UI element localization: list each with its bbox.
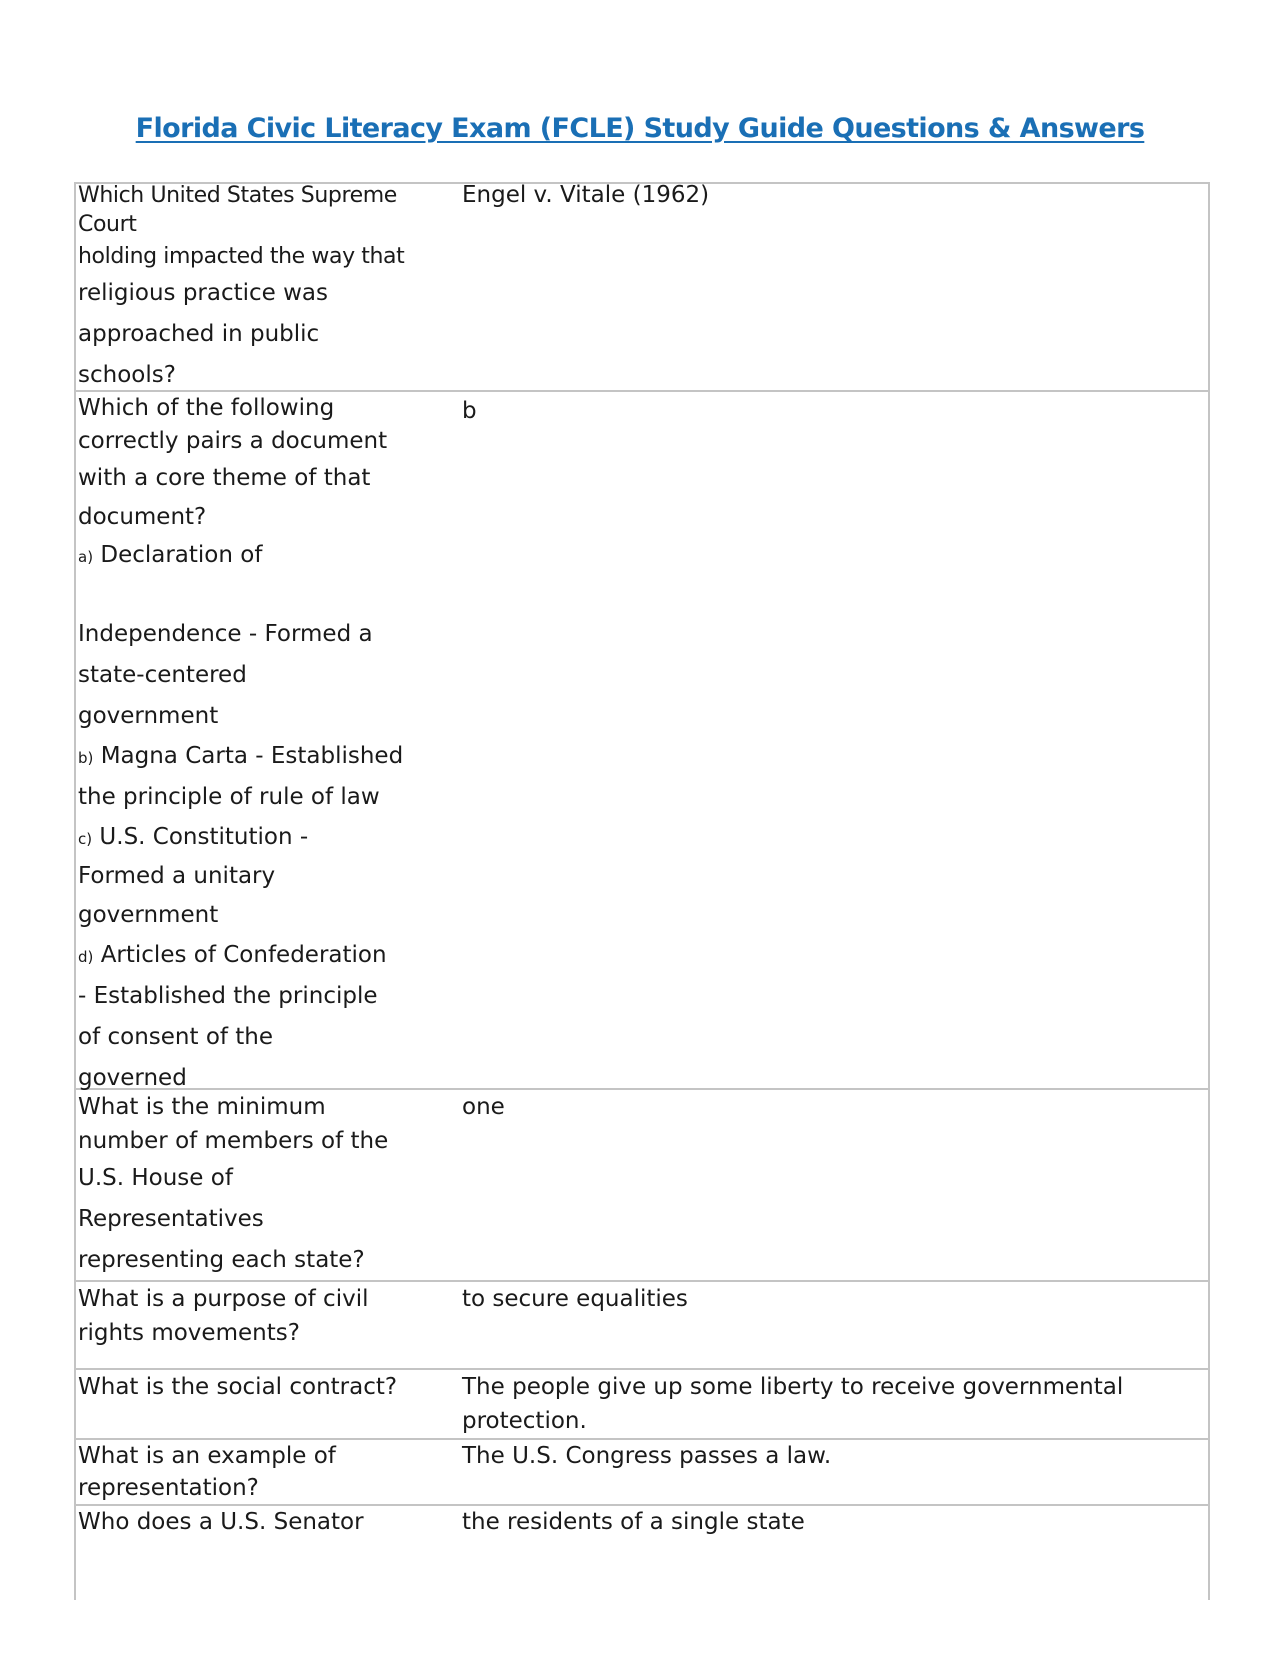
question-cell <box>78 1282 408 1350</box>
question-text: with a core theme of that <box>78 465 371 491</box>
option-text: Articles of Confederation <box>100 942 387 968</box>
blank-line <box>78 578 408 614</box>
option-b <box>78 737 408 777</box>
question-cell <box>78 1505 408 1539</box>
answer-cell: The people give up some liberty to receive governmental protection. <box>462 1374 1124 1434</box>
table-row <box>76 1282 1208 1370</box>
question-text: What is a purpose of civil <box>78 1286 369 1312</box>
answer-cell: The U.S. Congress passes a law. <box>462 1443 832 1469</box>
question-text: rights movements? <box>78 1320 300 1346</box>
table-row <box>76 1370 1208 1440</box>
question-text: Representatives <box>78 1206 264 1232</box>
title-link[interactable]: Florida Civic Literacy Exam (FCLE) Study Guide Questions & Answers <box>135 113 1145 145</box>
option-text: - Established the principle <box>78 983 378 1009</box>
option-a <box>78 535 408 578</box>
question-text: religious practice was <box>78 280 329 306</box>
option-text: Independence - Formed a <box>78 621 373 647</box>
question-text: representing each state? <box>78 1247 365 1273</box>
question-cell <box>78 182 408 396</box>
option-letter: d) <box>78 948 94 966</box>
question-text: approached in public <box>78 321 320 347</box>
question-text: holding impacted the way that <box>78 244 405 269</box>
answer-cell: to secure equalities <box>462 1286 688 1312</box>
option-text: the principle of rule of law <box>78 784 380 810</box>
table-row <box>76 184 1208 392</box>
question-text: Court <box>78 212 137 237</box>
question-text: document? <box>78 504 207 530</box>
option-text: Formed a unitary <box>78 863 276 889</box>
option-c <box>78 818 408 858</box>
question-text: U.S. House of <box>78 1165 233 1191</box>
table-row <box>76 1090 1208 1282</box>
option-text: of consent of the <box>78 1024 274 1050</box>
question-text: representation? <box>78 1475 259 1501</box>
question-cell <box>78 1439 408 1503</box>
question-cell <box>78 1370 408 1404</box>
question-text: What is an example of <box>78 1443 336 1469</box>
answer-cell: b <box>462 398 477 424</box>
answer-cell: one <box>462 1094 505 1120</box>
option-text: Magna Carta - Established <box>100 743 404 769</box>
option-text: state-centered <box>78 662 247 688</box>
question-text: correctly pairs a document <box>78 428 388 454</box>
option-letter: a) <box>78 548 94 566</box>
question-cell <box>78 1090 408 1281</box>
option-d <box>78 936 408 976</box>
option-text: Declaration of <box>100 542 263 568</box>
question-text: Which United States Supreme <box>78 183 397 208</box>
option-text: governed <box>78 1065 187 1091</box>
question-text: Who does a U.S. Senator <box>78 1509 364 1535</box>
option-letter: b) <box>78 749 94 767</box>
question-cell <box>78 392 408 1099</box>
table-row <box>76 1506 1208 1600</box>
table-row <box>76 1440 1208 1506</box>
option-text: government <box>78 703 219 729</box>
question-text: schools? <box>78 362 176 388</box>
question-text: number of members of the <box>78 1128 389 1154</box>
option-letter: c) <box>78 830 93 848</box>
table-row <box>76 392 1208 1090</box>
question-text: What is the social contract? <box>78 1374 398 1400</box>
option-text: U.S. Constitution - <box>99 824 309 850</box>
question-text: Which of the following <box>78 395 335 421</box>
option-text: government <box>78 902 219 928</box>
page-title <box>0 110 1280 148</box>
answer-cell: the residents of a single state <box>462 1509 805 1535</box>
answer-cell: Engel v. Vitale (1962) <box>462 182 710 208</box>
question-text: What is the minimum <box>78 1094 326 1120</box>
qa-table <box>74 182 1210 1600</box>
